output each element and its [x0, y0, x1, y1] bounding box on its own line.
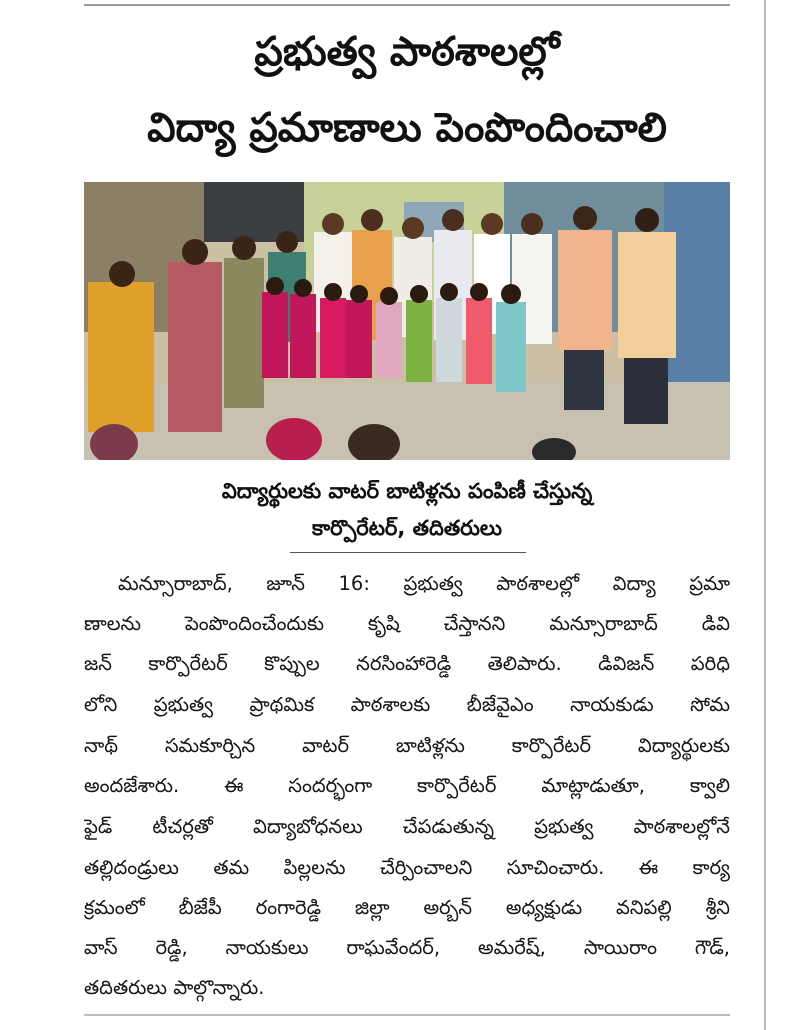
news-photo: [84, 182, 730, 460]
headline-line-1: ప్రభుత్వ పాఠశాలల్లో: [254, 29, 560, 75]
caption-rule: [290, 552, 526, 553]
photo-caption-line-1: విద్యార్థులకు వాటర్ బాటిళ్లను పంపిణీ చేస్తున్న: [221, 479, 593, 503]
article-line: ఫైడ్ టీచర్లతో విద్యాబోధనలు చేపడుతున్న ప్రభుత్వ పాఠశాలల్లోనే: [84, 815, 730, 838]
group-photo-illustration: [84, 182, 730, 460]
article-line: ణాలను పెంపొందించేందుకు కృషి చేస్తానని మన్సూరాబాద్ డివి: [84, 612, 730, 635]
article-line: లోని ప్రభుత్వ ప్రాథమిక పాఠశాలకు బీజేవైఎం నాయకుడు సోమ: [84, 693, 730, 716]
article-line: తల్లిదండ్రులు తమ పిల్లలను చేర్పించాలని సూచించారు. ఈ కార్య: [84, 856, 730, 879]
article-line: అందజేశారు. ఈ సందర్భంగా కార్పొరేటర్ మాట్లాడుతూ, క్వాలి: [84, 774, 730, 797]
article-line: మన్సూరాబాద్, జూన్ 16: ప్రభుత్వ పాఠశాలల్లో విద్యా ప్రమా: [118, 572, 730, 595]
article-line: తదితరులు పాల్గొన్నారు.: [84, 976, 265, 999]
photo-caption-line-2: కార్పొరేటర్, తదితరులు: [311, 516, 503, 540]
article-line: వాస్ రెడ్డి, నాయకులు రాఘవేందర్, అమరేష్, సాయిరాం గౌడ్,: [84, 936, 730, 959]
article-line: క్రమంలో బీజేపీ రంగారెడ్డి జిల్లా అర్బన్ అధ్యక్షుడు వనిపల్లి శ్రీని: [84, 896, 730, 919]
article-line: జన్ కార్పొరేటర్ కొప్పుల నరసింహారెడ్డి తెలిపారు. డివిజన్ పరిధి: [84, 652, 730, 675]
bottom-rule: [84, 1014, 730, 1016]
children-row: [262, 277, 526, 392]
top-rule: [84, 4, 730, 6]
article-line: నాథ్ సమకూర్చిన వాటర్ బాటిళ్లను కార్పొరేటర్ విద్యార్థులకు: [84, 734, 730, 757]
column-divider: [764, 0, 766, 1030]
headline-line-2: విద్యా ప్రమాణాలు పెంపొందించాలి: [147, 105, 667, 151]
